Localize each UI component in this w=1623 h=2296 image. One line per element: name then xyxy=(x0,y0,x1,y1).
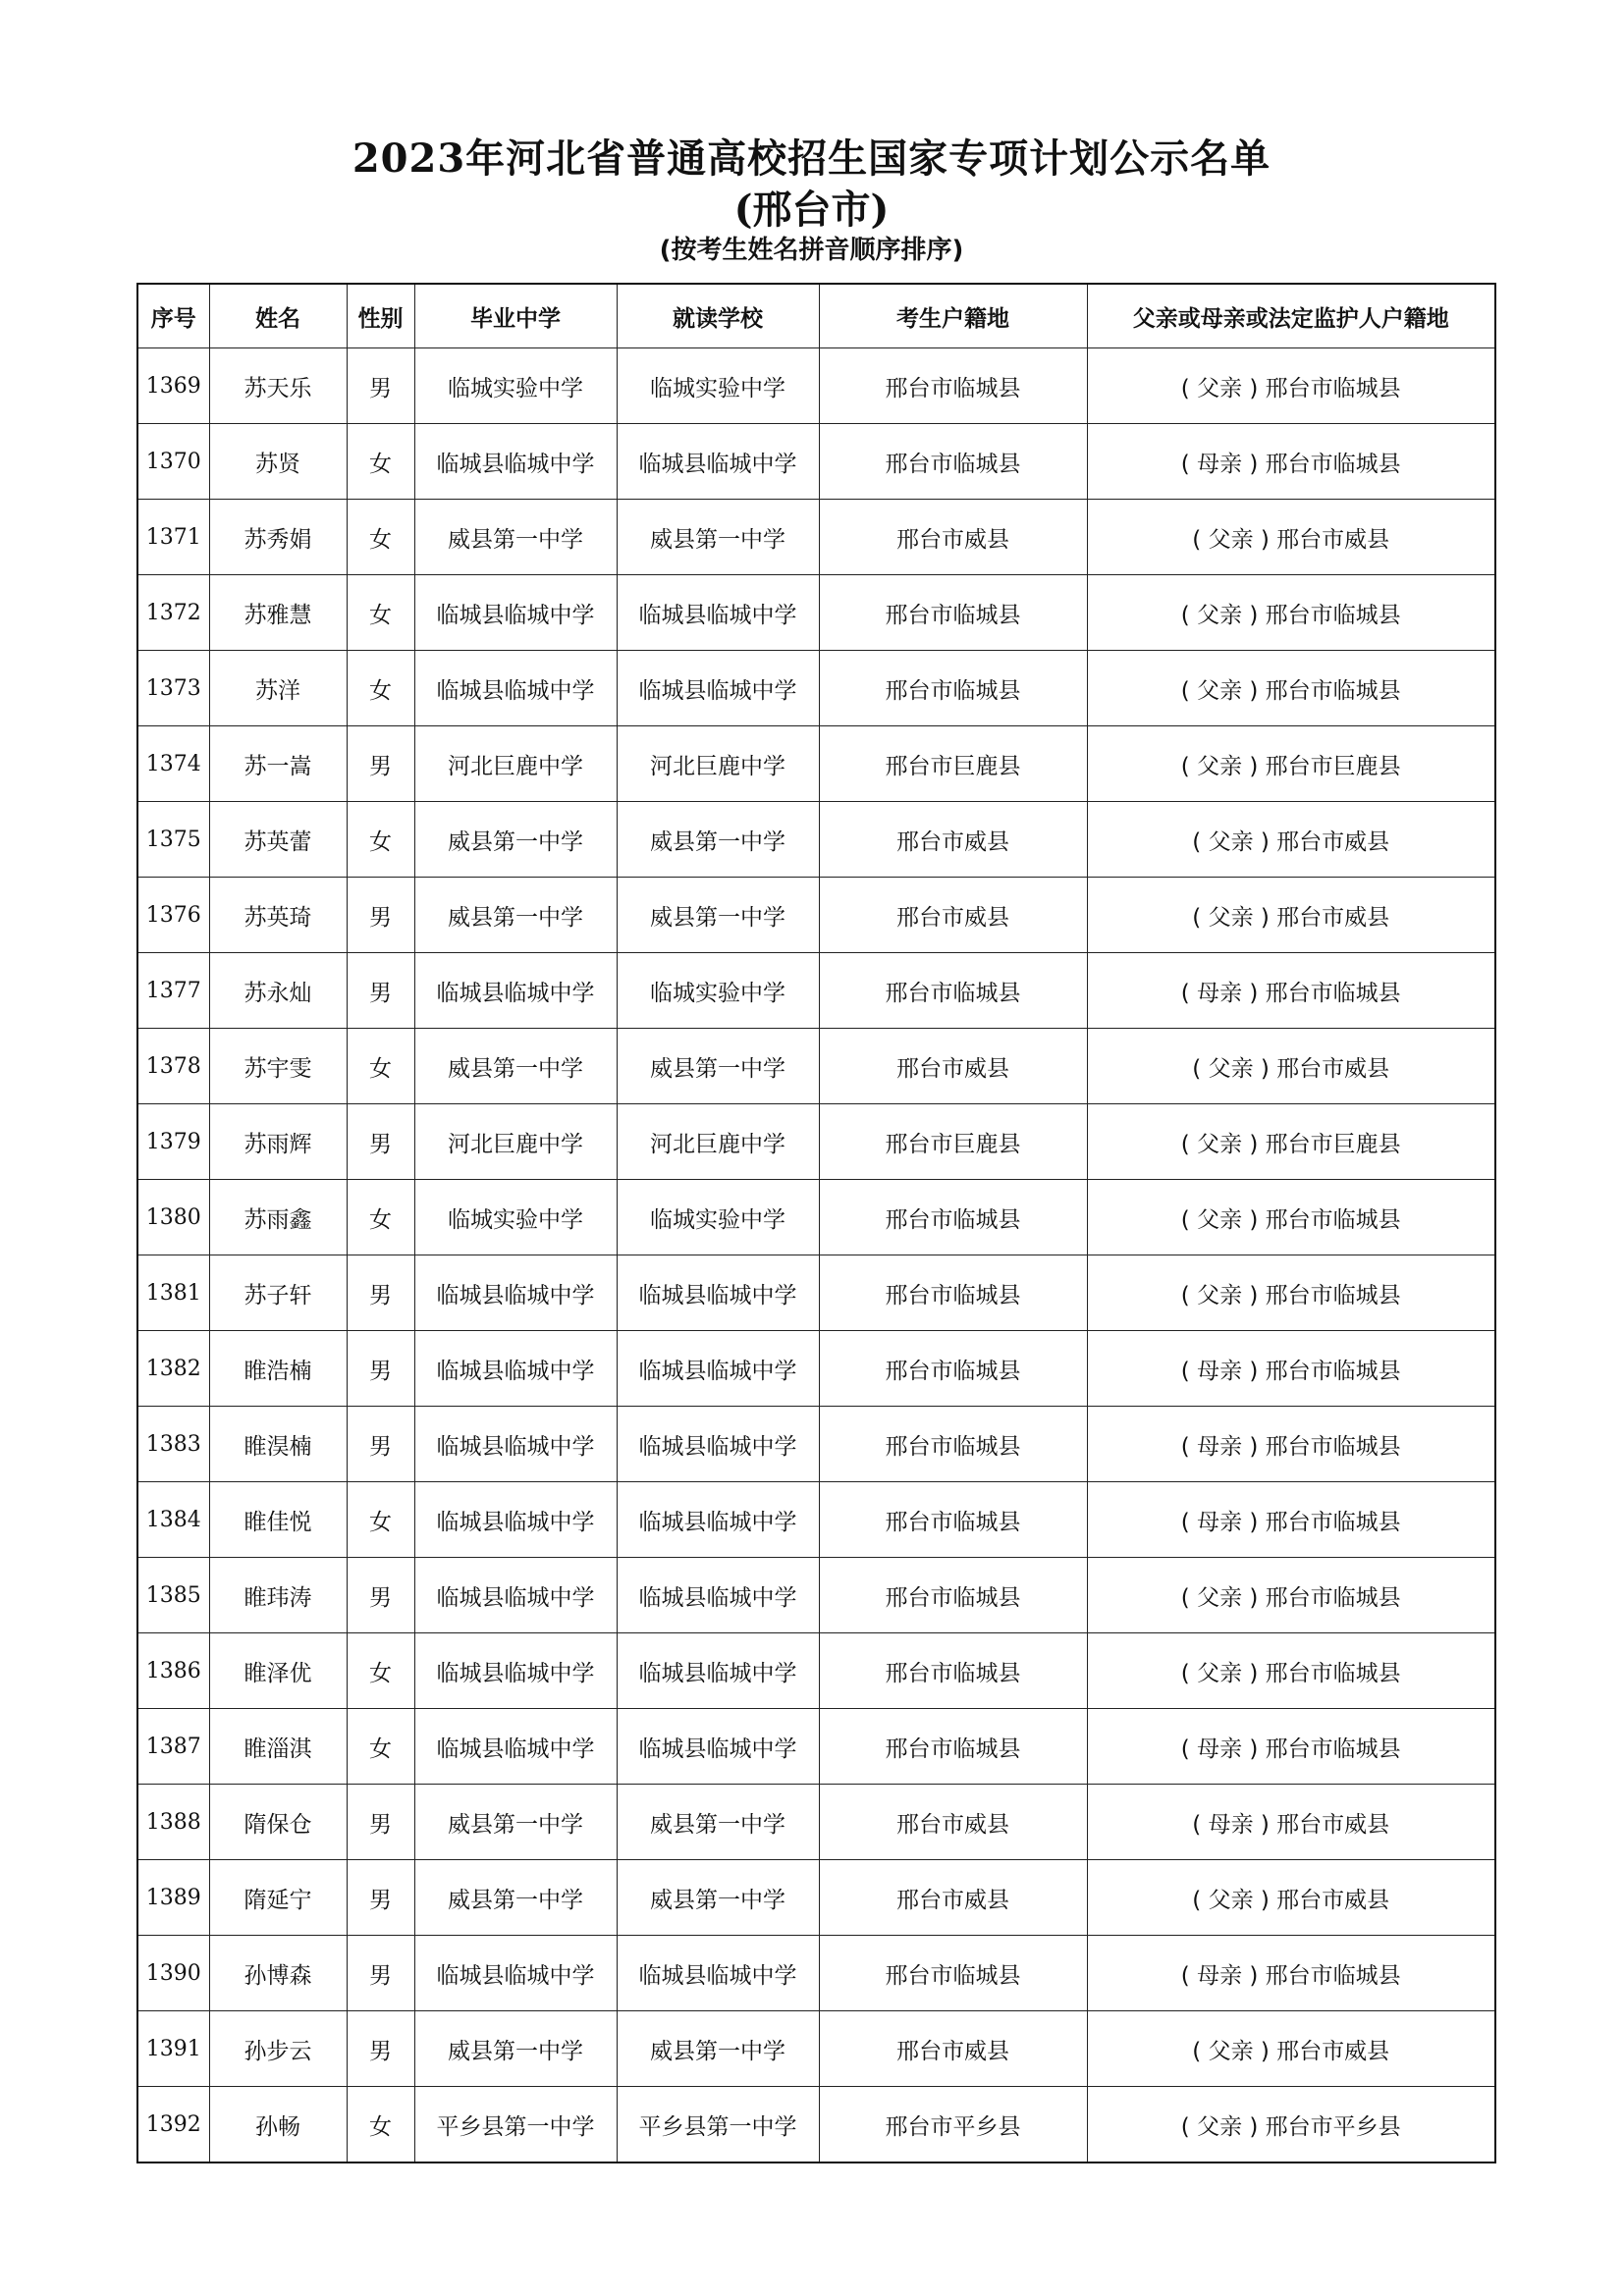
column-header-current-school: 就读学校 xyxy=(617,284,819,348)
cell-current-school: 临城县临城中学 xyxy=(617,1482,819,1558)
cell-graduated-school: 临城县临城中学 xyxy=(414,1558,617,1633)
cell-index: 1383 xyxy=(137,1407,209,1482)
table-row xyxy=(137,1860,1495,1936)
cell-student-residence: 邢台市临城县 xyxy=(819,1407,1087,1482)
cell-index: 1387 xyxy=(137,1709,209,1785)
cell-name: 隋保仓 xyxy=(209,1785,347,1860)
cell-name: 睢佳悦 xyxy=(209,1482,347,1558)
cell-guardian-residence: ( 父亲 ) 邢台市临城县 xyxy=(1087,575,1495,651)
column-header-student-residence: 考生户籍地 xyxy=(819,284,1087,348)
table-row xyxy=(137,1709,1495,1785)
table-row xyxy=(137,1180,1495,1255)
cell-name: 苏永灿 xyxy=(209,953,347,1029)
roster-table xyxy=(136,283,1496,2163)
table-row xyxy=(137,878,1495,953)
cell-graduated-school: 威县第一中学 xyxy=(414,878,617,953)
table-row xyxy=(137,1407,1495,1482)
cell-guardian-residence: ( 父亲 ) 邢台市临城县 xyxy=(1087,348,1495,424)
cell-student-residence: 邢台市临城县 xyxy=(819,348,1087,424)
cell-gender: 女 xyxy=(347,424,414,500)
cell-guardian-residence: ( 父亲 ) 邢台市巨鹿县 xyxy=(1087,726,1495,802)
cell-current-school: 临城县临城中学 xyxy=(617,1709,819,1785)
cell-guardian-residence: ( 母亲 ) 邢台市临城县 xyxy=(1087,1709,1495,1785)
cell-name: 苏雅慧 xyxy=(209,575,347,651)
cell-graduated-school: 临城县临城中学 xyxy=(414,1633,617,1709)
table-row xyxy=(137,348,1495,424)
cell-gender: 女 xyxy=(347,1633,414,1709)
cell-guardian-residence: ( 母亲 ) 邢台市威县 xyxy=(1087,1785,1495,1860)
cell-index: 1384 xyxy=(137,1482,209,1558)
cell-name: 苏子轩 xyxy=(209,1255,347,1331)
cell-index: 1369 xyxy=(137,348,209,424)
cell-guardian-residence: ( 父亲 ) 邢台市临城县 xyxy=(1087,1255,1495,1331)
cell-guardian-residence: ( 母亲 ) 邢台市临城县 xyxy=(1087,1407,1495,1482)
cell-index: 1375 xyxy=(137,802,209,878)
cell-name: 睢玮涛 xyxy=(209,1558,347,1633)
cell-guardian-residence: ( 父亲 ) 邢台市威县 xyxy=(1087,500,1495,575)
cell-name: 苏雨辉 xyxy=(209,1104,347,1180)
cell-guardian-residence: ( 父亲 ) 邢台市威县 xyxy=(1087,1029,1495,1104)
table-row xyxy=(137,2087,1495,2163)
cell-student-residence: 邢台市威县 xyxy=(819,2011,1087,2087)
cell-index: 1382 xyxy=(137,1331,209,1407)
cell-name: 睢浩楠 xyxy=(209,1331,347,1407)
cell-student-residence: 邢台市临城县 xyxy=(819,651,1087,726)
table-body xyxy=(137,348,1495,2163)
cell-graduated-school: 临城实验中学 xyxy=(414,1180,617,1255)
cell-graduated-school: 临城实验中学 xyxy=(414,348,617,424)
page-title: 2023年河北省普通高校招生国家专项计划公示名单 xyxy=(352,135,1271,182)
cell-current-school: 威县第一中学 xyxy=(617,1029,819,1104)
column-header-gender: 性别 xyxy=(347,284,414,348)
cell-gender: 男 xyxy=(347,2011,414,2087)
cell-graduated-school: 河北巨鹿中学 xyxy=(414,726,617,802)
cell-graduated-school: 临城县临城中学 xyxy=(414,1709,617,1785)
cell-index: 1371 xyxy=(137,500,209,575)
cell-gender: 女 xyxy=(347,2087,414,2163)
cell-current-school: 威县第一中学 xyxy=(617,1860,819,1936)
cell-index: 1386 xyxy=(137,1633,209,1709)
table-row xyxy=(137,500,1495,575)
cell-student-residence: 邢台市临城县 xyxy=(819,1255,1087,1331)
table-row xyxy=(137,1482,1495,1558)
table-row xyxy=(137,1785,1495,1860)
cell-name: 睢淏楠 xyxy=(209,1407,347,1482)
cell-graduated-school: 威县第一中学 xyxy=(414,1860,617,1936)
cell-student-residence: 邢台市临城县 xyxy=(819,1482,1087,1558)
cell-name: 苏宇雯 xyxy=(209,1029,347,1104)
table-row xyxy=(137,1331,1495,1407)
column-header-name: 姓名 xyxy=(209,284,347,348)
cell-guardian-residence: ( 母亲 ) 邢台市临城县 xyxy=(1087,424,1495,500)
cell-index: 1391 xyxy=(137,2011,209,2087)
cell-graduated-school: 临城县临城中学 xyxy=(414,651,617,726)
cell-current-school: 河北巨鹿中学 xyxy=(617,1104,819,1180)
cell-current-school: 威县第一中学 xyxy=(617,878,819,953)
table-row xyxy=(137,1633,1495,1709)
cell-guardian-residence: ( 父亲 ) 邢台市临城县 xyxy=(1087,1180,1495,1255)
cell-graduated-school: 威县第一中学 xyxy=(414,2011,617,2087)
sort-note: (按考生姓名拼音顺序排序) xyxy=(659,236,964,265)
table-row xyxy=(137,651,1495,726)
table-header-row xyxy=(137,284,1495,348)
cell-name: 苏英蕾 xyxy=(209,802,347,878)
cell-current-school: 威县第一中学 xyxy=(617,802,819,878)
cell-index: 1381 xyxy=(137,1255,209,1331)
cell-guardian-residence: ( 父亲 ) 邢台市威县 xyxy=(1087,802,1495,878)
cell-index: 1385 xyxy=(137,1558,209,1633)
cell-guardian-residence: ( 父亲 ) 邢台市临城县 xyxy=(1087,1633,1495,1709)
cell-student-residence: 邢台市临城县 xyxy=(819,575,1087,651)
cell-guardian-residence: ( 母亲 ) 邢台市临城县 xyxy=(1087,1936,1495,2011)
cell-student-residence: 邢台市临城县 xyxy=(819,1633,1087,1709)
cell-index: 1392 xyxy=(137,2087,209,2163)
cell-current-school: 平乡县第一中学 xyxy=(617,2087,819,2163)
cell-current-school: 临城县临城中学 xyxy=(617,651,819,726)
table-row xyxy=(137,1255,1495,1331)
cell-name: 睢淄淇 xyxy=(209,1709,347,1785)
cell-gender: 女 xyxy=(347,575,414,651)
cell-guardian-residence: ( 父亲 ) 邢台市平乡县 xyxy=(1087,2087,1495,2163)
cell-current-school: 临城实验中学 xyxy=(617,348,819,424)
cell-student-residence: 邢台市临城县 xyxy=(819,1558,1087,1633)
cell-current-school: 临城实验中学 xyxy=(617,953,819,1029)
cell-guardian-residence: ( 父亲 ) 邢台市巨鹿县 xyxy=(1087,1104,1495,1180)
cell-name: 苏贤 xyxy=(209,424,347,500)
cell-current-school: 临城县临城中学 xyxy=(617,1558,819,1633)
cell-gender: 男 xyxy=(347,348,414,424)
cell-gender: 男 xyxy=(347,726,414,802)
cell-student-residence: 邢台市威县 xyxy=(819,1029,1087,1104)
cell-current-school: 临城县临城中学 xyxy=(617,1936,819,2011)
cell-gender: 男 xyxy=(347,878,414,953)
cell-gender: 女 xyxy=(347,1482,414,1558)
cell-index: 1379 xyxy=(137,1104,209,1180)
cell-student-residence: 邢台市临城县 xyxy=(819,1180,1087,1255)
table-row xyxy=(137,575,1495,651)
cell-gender: 男 xyxy=(347,1860,414,1936)
cell-gender: 男 xyxy=(347,1558,414,1633)
cell-guardian-residence: ( 父亲 ) 邢台市威县 xyxy=(1087,1860,1495,1936)
cell-graduated-school: 威县第一中学 xyxy=(414,1785,617,1860)
cell-gender: 女 xyxy=(347,651,414,726)
cell-student-residence: 邢台市威县 xyxy=(819,878,1087,953)
cell-index: 1373 xyxy=(137,651,209,726)
cell-name: 苏一嵩 xyxy=(209,726,347,802)
cell-current-school: 威县第一中学 xyxy=(617,2011,819,2087)
cell-graduated-school: 威县第一中学 xyxy=(414,1029,617,1104)
cell-index: 1376 xyxy=(137,878,209,953)
cell-gender: 女 xyxy=(347,1180,414,1255)
cell-graduated-school: 临城县临城中学 xyxy=(414,1407,617,1482)
cell-graduated-school: 河北巨鹿中学 xyxy=(414,1104,617,1180)
cell-student-residence: 邢台市威县 xyxy=(819,1860,1087,1936)
cell-current-school: 临城县临城中学 xyxy=(617,1633,819,1709)
cell-student-residence: 邢台市临城县 xyxy=(819,1709,1087,1785)
cell-student-residence: 邢台市巨鹿县 xyxy=(819,726,1087,802)
cell-student-residence: 邢台市临城县 xyxy=(819,1936,1087,2011)
cell-gender: 女 xyxy=(347,1029,414,1104)
cell-index: 1378 xyxy=(137,1029,209,1104)
cell-guardian-residence: ( 父亲 ) 邢台市威县 xyxy=(1087,878,1495,953)
cell-student-residence: 邢台市平乡县 xyxy=(819,2087,1087,2163)
column-header-guardian-residence: 父亲或母亲或法定监护人户籍地 xyxy=(1087,284,1495,348)
cell-current-school: 威县第一中学 xyxy=(617,500,819,575)
table-row xyxy=(137,424,1495,500)
cell-name: 苏天乐 xyxy=(209,348,347,424)
cell-current-school: 临城县临城中学 xyxy=(617,1255,819,1331)
cell-student-residence: 邢台市临城县 xyxy=(819,424,1087,500)
cell-name: 隋延宁 xyxy=(209,1860,347,1936)
cell-graduated-school: 临城县临城中学 xyxy=(414,1255,617,1331)
column-header-graduated-school: 毕业中学 xyxy=(414,284,617,348)
cell-gender: 女 xyxy=(347,500,414,575)
cell-gender: 男 xyxy=(347,1936,414,2011)
cell-graduated-school: 威县第一中学 xyxy=(414,802,617,878)
cell-graduated-school: 临城县临城中学 xyxy=(414,953,617,1029)
cell-guardian-residence: ( 父亲 ) 邢台市临城县 xyxy=(1087,1558,1495,1633)
cell-gender: 女 xyxy=(347,1709,414,1785)
cell-gender: 男 xyxy=(347,1407,414,1482)
cell-guardian-residence: ( 母亲 ) 邢台市临城县 xyxy=(1087,1331,1495,1407)
cell-guardian-residence: ( 母亲 ) 邢台市临城县 xyxy=(1087,953,1495,1029)
cell-graduated-school: 临城县临城中学 xyxy=(414,575,617,651)
page-subtitle: (邢台市) xyxy=(733,187,890,233)
table-row xyxy=(137,1029,1495,1104)
cell-current-school: 河北巨鹿中学 xyxy=(617,726,819,802)
cell-current-school: 临城实验中学 xyxy=(617,1180,819,1255)
cell-student-residence: 邢台市临城县 xyxy=(819,953,1087,1029)
cell-index: 1388 xyxy=(137,1785,209,1860)
cell-guardian-residence: ( 父亲 ) 邢台市威县 xyxy=(1087,2011,1495,2087)
cell-student-residence: 邢台市威县 xyxy=(819,802,1087,878)
cell-current-school: 临城县临城中学 xyxy=(617,575,819,651)
cell-graduated-school: 临城县临城中学 xyxy=(414,1482,617,1558)
table-row xyxy=(137,2011,1495,2087)
table-row xyxy=(137,802,1495,878)
cell-graduated-school: 临城县临城中学 xyxy=(414,1936,617,2011)
table-row xyxy=(137,1104,1495,1180)
cell-index: 1380 xyxy=(137,1180,209,1255)
cell-index: 1377 xyxy=(137,953,209,1029)
cell-name: 孙步云 xyxy=(209,2011,347,2087)
cell-graduated-school: 临城县临城中学 xyxy=(414,424,617,500)
cell-name: 孙博森 xyxy=(209,1936,347,2011)
table-row xyxy=(137,726,1495,802)
cell-graduated-school: 临城县临城中学 xyxy=(414,1331,617,1407)
cell-name: 孙畅 xyxy=(209,2087,347,2163)
cell-index: 1374 xyxy=(137,726,209,802)
cell-student-residence: 邢台市临城县 xyxy=(819,1331,1087,1407)
cell-name: 苏英琦 xyxy=(209,878,347,953)
cell-guardian-residence: ( 父亲 ) 邢台市临城县 xyxy=(1087,651,1495,726)
table-row xyxy=(137,953,1495,1029)
cell-name: 睢泽优 xyxy=(209,1633,347,1709)
cell-student-residence: 邢台市巨鹿县 xyxy=(819,1104,1087,1180)
cell-graduated-school: 威县第一中学 xyxy=(414,500,617,575)
table-row xyxy=(137,1936,1495,2011)
cell-guardian-residence: ( 母亲 ) 邢台市临城县 xyxy=(1087,1482,1495,1558)
cell-gender: 男 xyxy=(347,1785,414,1860)
cell-gender: 男 xyxy=(347,1255,414,1331)
cell-current-school: 临城县临城中学 xyxy=(617,1407,819,1482)
cell-gender: 女 xyxy=(347,802,414,878)
cell-name: 苏秀娟 xyxy=(209,500,347,575)
cell-student-residence: 邢台市威县 xyxy=(819,500,1087,575)
cell-gender: 男 xyxy=(347,953,414,1029)
cell-current-school: 临城县临城中学 xyxy=(617,1331,819,1407)
cell-gender: 男 xyxy=(347,1331,414,1407)
cell-graduated-school: 平乡县第一中学 xyxy=(414,2087,617,2163)
cell-index: 1389 xyxy=(137,1860,209,1936)
cell-name: 苏洋 xyxy=(209,651,347,726)
cell-current-school: 威县第一中学 xyxy=(617,1785,819,1860)
cell-index: 1370 xyxy=(137,424,209,500)
table-row xyxy=(137,1558,1495,1633)
column-header-index: 序号 xyxy=(137,284,209,348)
cell-index: 1390 xyxy=(137,1936,209,2011)
cell-student-residence: 邢台市威县 xyxy=(819,1785,1087,1860)
cell-current-school: 临城县临城中学 xyxy=(617,424,819,500)
cell-name: 苏雨鑫 xyxy=(209,1180,347,1255)
cell-index: 1372 xyxy=(137,575,209,651)
cell-gender: 男 xyxy=(347,1104,414,1180)
